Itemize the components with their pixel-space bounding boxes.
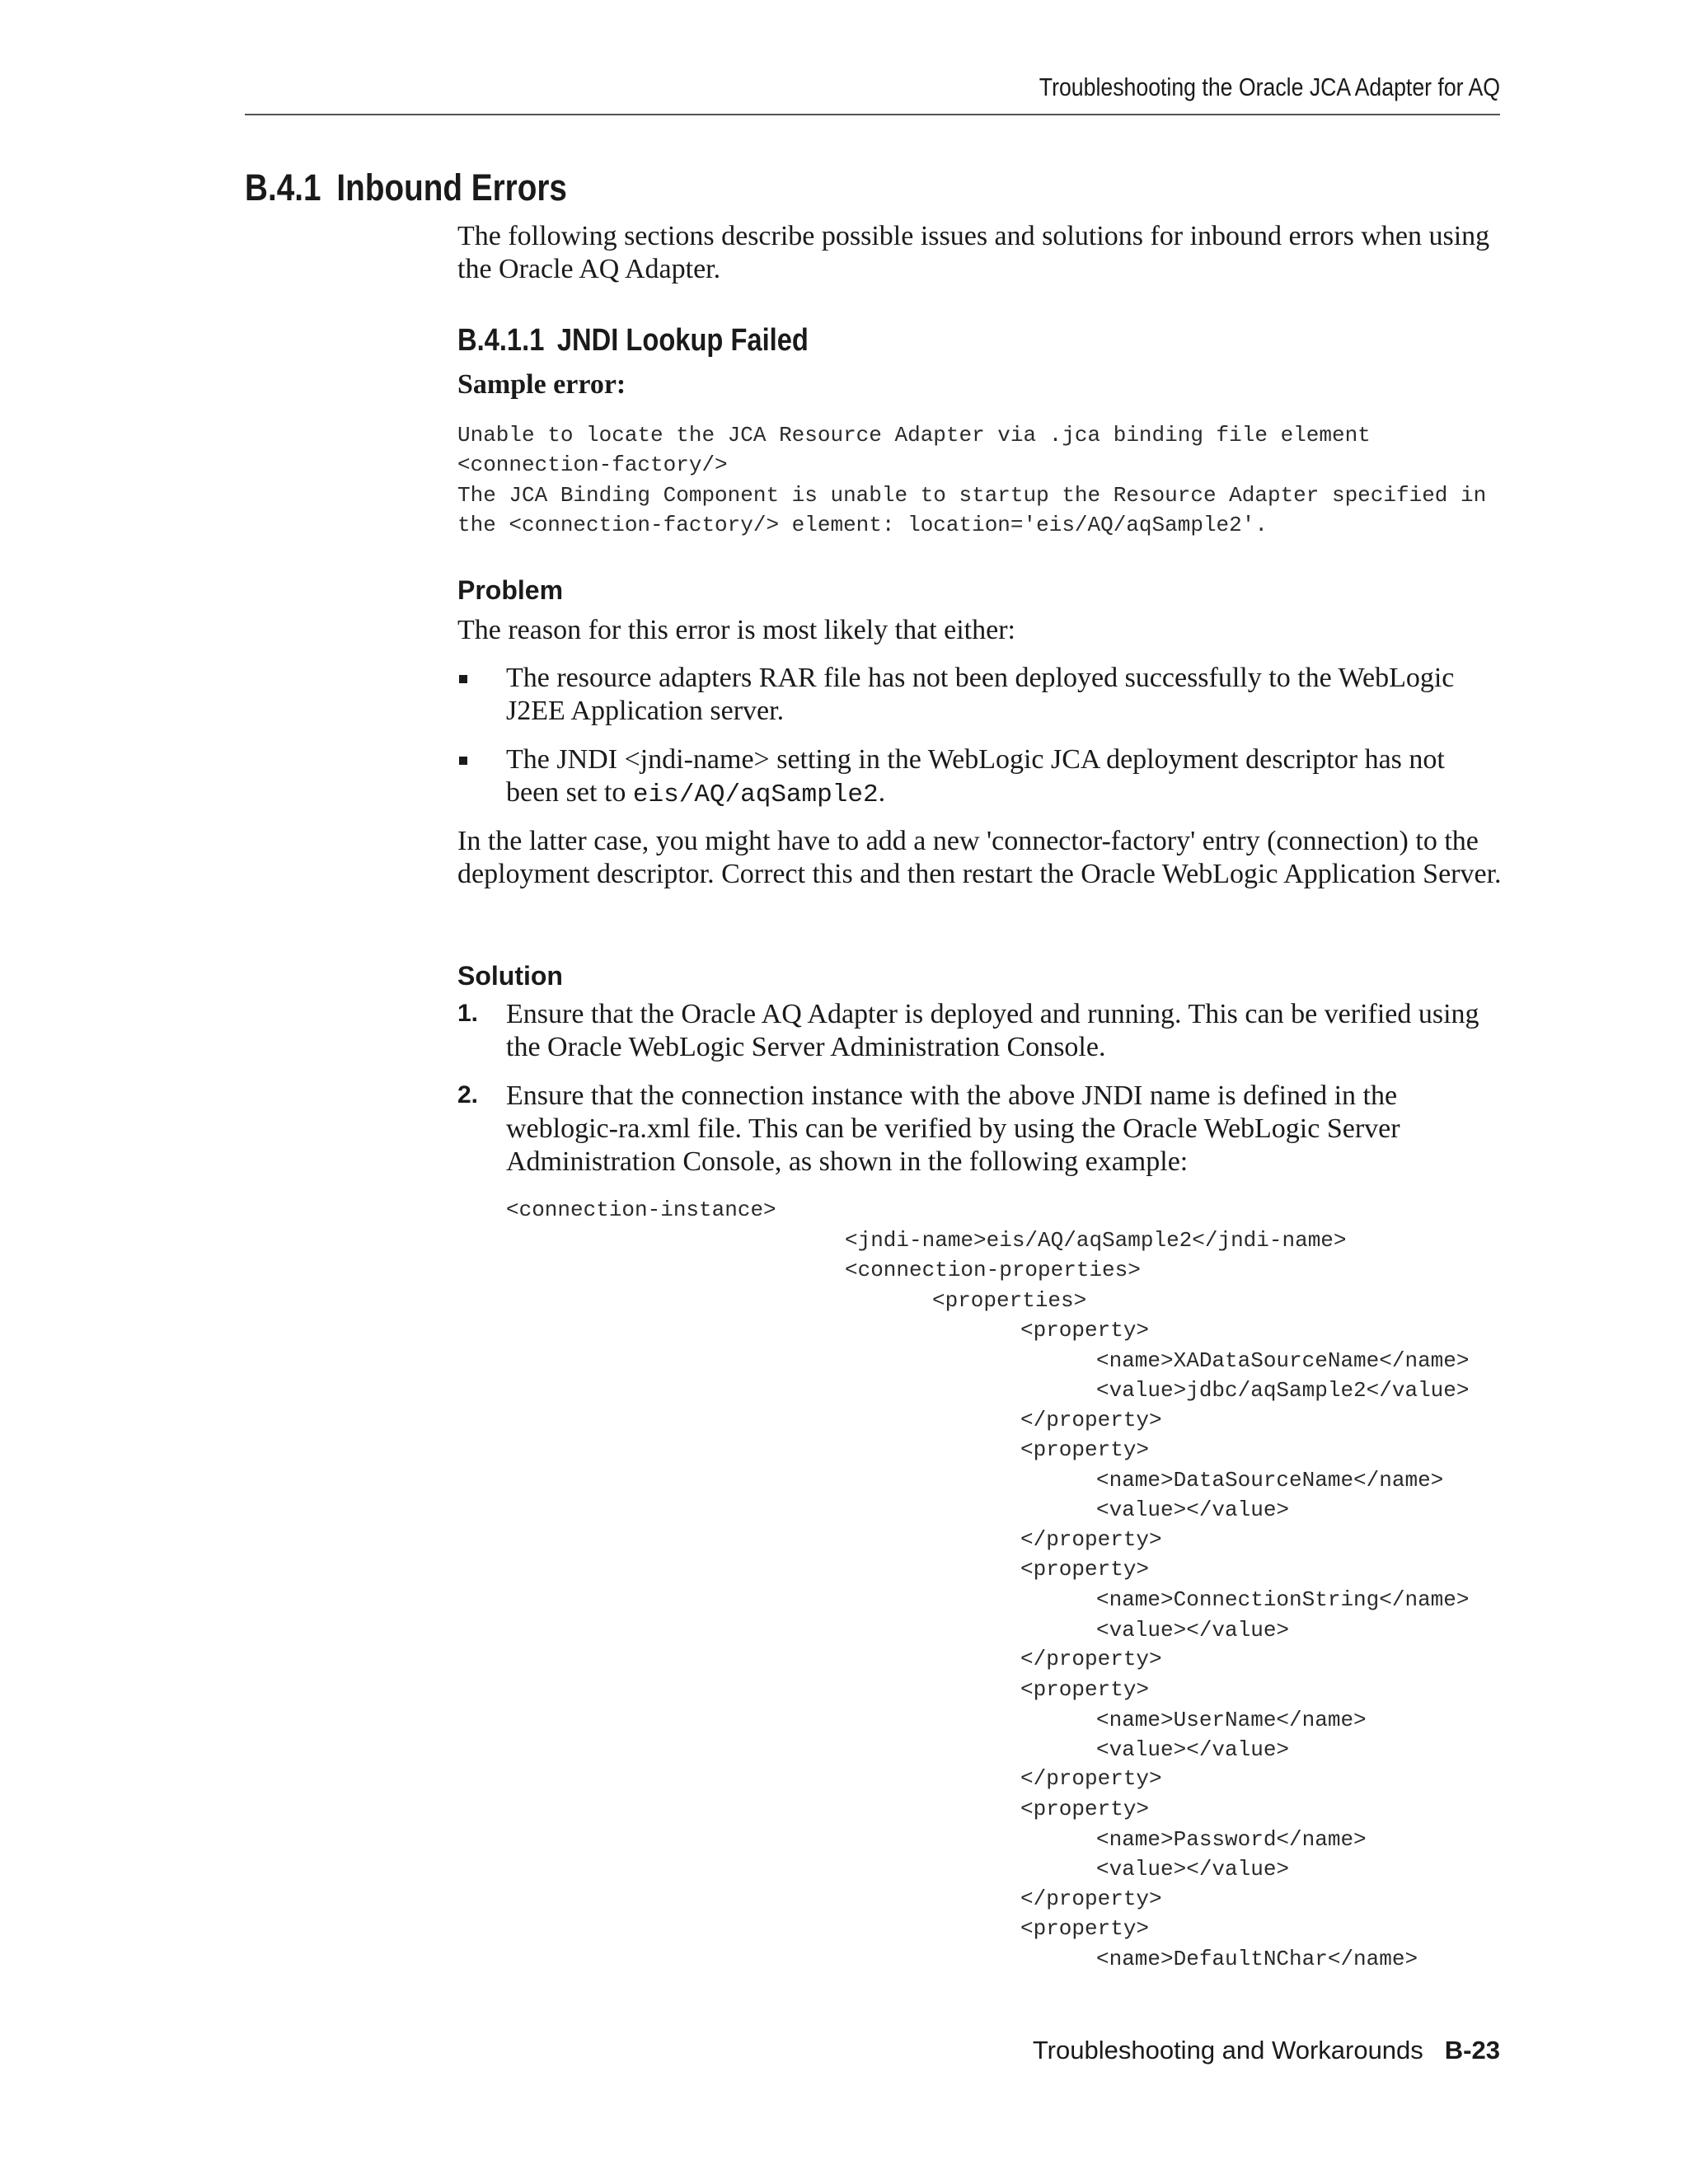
example-code: <name>XADataSourceName</name> <value>jdbc/aqSample2</value> <name>DataSourceName</name> <value></value> <name>ConnectionString</name> <value></value> <name>UserName</name> <value></value> <name>Password</name> <value></value> <name>DefaultNChar</name>: [1096, 1348, 1470, 1971]
bullet-text-tail: .: [878, 777, 886, 808]
step-number: 1.: [457, 1000, 479, 1027]
section-heading: [245, 166, 567, 209]
problem-followup: In the latter case, you might have to add a new 'connector-factory' entry (connection) to the deployment descriptor. Correct this and then restart the Oracle WebLogic Application Server.: [457, 826, 1502, 889]
bullet-text: The resource adapters RAR file has not been deployed successfully to the WebLogic J2EE Application server.: [506, 663, 1455, 726]
step-number: 2.: [457, 1081, 479, 1108]
bullet-text-main: The JNDI <jndi-name> setting in the WebLogic JCA deployment descriptor has not been set to: [506, 744, 1445, 808]
bullet-icon: [459, 757, 467, 765]
page-footer: [907, 2036, 1500, 2065]
example-code: <connection-instance>: [506, 1197, 776, 1222]
example-code: <jndi-name>eis/AQ/aqSample2</jndi-name> <connection-properties>: [845, 1228, 1347, 1283]
page-number: B-23: [1444, 2036, 1500, 2064]
footer-title: Troubleshooting and Workarounds: [1032, 2036, 1423, 2064]
bullet-icon: [459, 675, 467, 683]
sample-error-label: Sample error:: [457, 369, 626, 400]
step-text: Ensure that the Oracle AQ Adapter is deployed and running. This can be verified using the Oracle WebLogic Server Administration Console.: [506, 999, 1479, 1062]
example-code: <properties>: [932, 1288, 1087, 1313]
problem-bullet: [457, 743, 1500, 812]
running-head: Troubleshooting the Oracle JCA Adapter for AQ: [1039, 73, 1500, 101]
problem-intro: The reason for this error is most likely that either:: [457, 615, 1015, 645]
subsection-number: B.4.1.1: [457, 323, 545, 358]
section-intro: The following sections describe possible issues and solutions for inbound errors when using the Oracle AQ Adapter.: [457, 221, 1490, 284]
solution-label: Solution: [457, 961, 563, 991]
bullet-text: [506, 743, 1500, 812]
step-text: Ensure that the connection instance with the above JNDI name is defined in the weblogic-ra.xml file. This can be verified by using the Oracle WebLogic Server Administration Console, as shown in the following example:: [506, 1080, 1400, 1177]
subsection-title: JNDI Lookup Failed: [556, 323, 809, 358]
subsection-heading: [457, 323, 809, 359]
sample-error-code: Unable to locate the JCA Resource Adapter via .jca binding file element <connection-factory/> The JCA Binding Component is unable to startup the Resource Adapter specified in the <connection-factory/> element: location='eis/AQ/aqSample2'.: [457, 423, 1487, 537]
problem-label: Problem: [457, 575, 564, 605]
example-code: <property> </property> <property> </property> <property> </property> <property> </property> <property> </property> <property>: [1020, 1318, 1162, 1941]
section-title: Inbound Errors: [336, 166, 567, 209]
section-number: B.4.1: [245, 166, 321, 209]
inline-code: eis/AQ/aqSample2: [632, 780, 879, 809]
problem-bullet: [457, 662, 1500, 728]
solution-step: [457, 998, 1500, 1064]
solution-step: [457, 1080, 1500, 1179]
header-rule: [245, 114, 1500, 115]
